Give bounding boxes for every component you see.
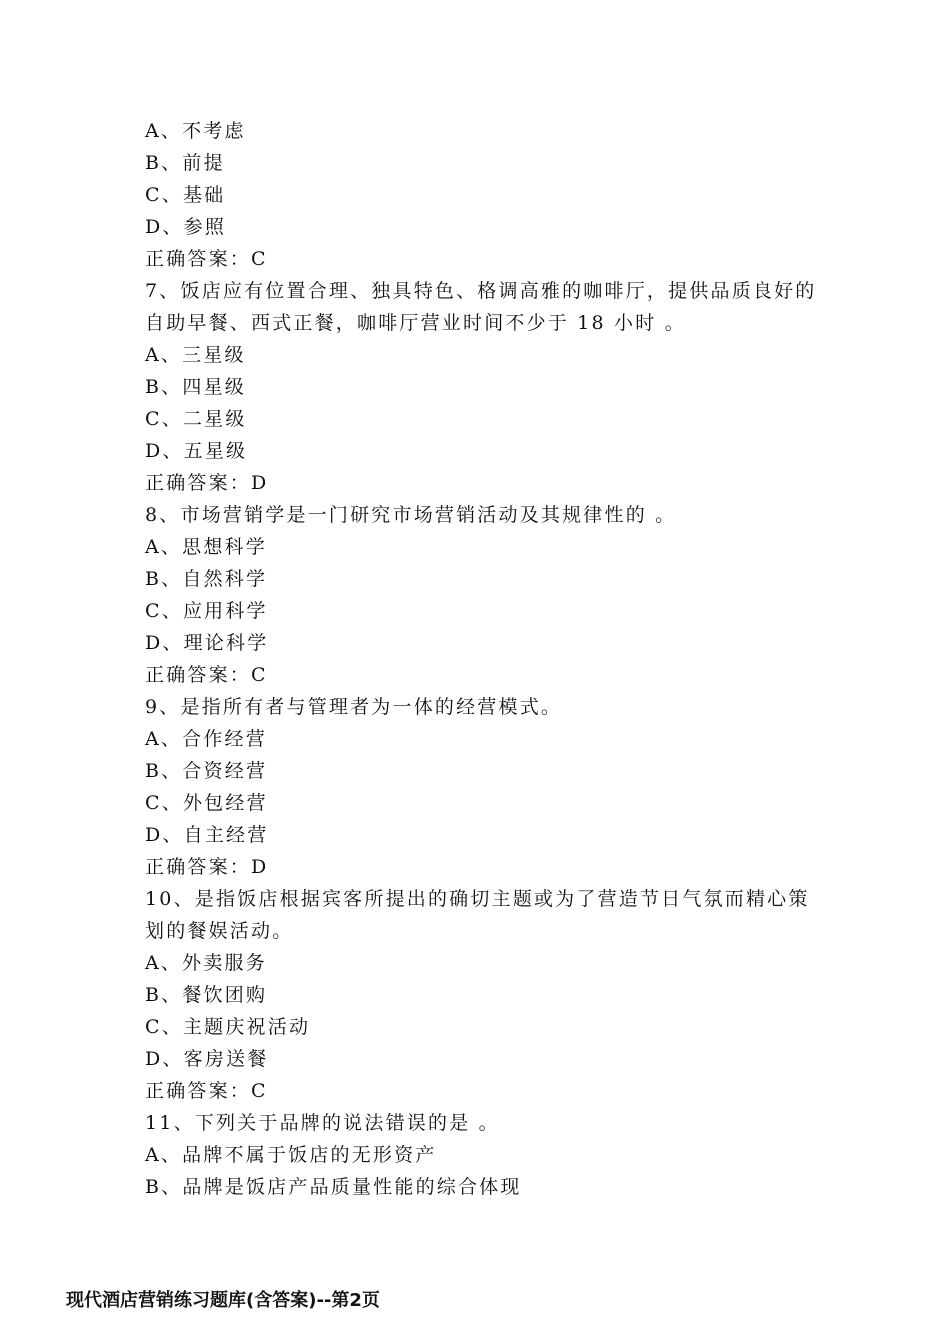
option-d: D、五星级 bbox=[145, 440, 248, 462]
option-b: B、自然科学 bbox=[145, 568, 268, 590]
document-body bbox=[145, 115, 825, 1203]
option-a: A、不考虑 bbox=[145, 120, 246, 142]
option-a: A、思想科学 bbox=[145, 536, 267, 558]
option-c: C、外包经营 bbox=[145, 792, 268, 814]
question-10-cont: 划的餐娱活动。 bbox=[145, 920, 294, 942]
question-10: 10、是指饭店根据宾客所提出的确切主题或为了营造节日气氛而精心策 bbox=[145, 888, 810, 910]
option-c: C、基础 bbox=[145, 184, 226, 206]
option-c: C、二星级 bbox=[145, 408, 247, 430]
question-9: 9、是指所有者与管理者为一体的经营模式。 bbox=[145, 696, 563, 718]
page-footer: 现代酒店营销练习题库(含答案)--第2页 bbox=[66, 1290, 380, 1311]
option-b: B、合资经营 bbox=[145, 760, 268, 782]
option-b: B、餐饮团购 bbox=[145, 984, 268, 1006]
answer: 正确答案：D bbox=[145, 856, 269, 878]
answer: 正确答案：D bbox=[145, 472, 269, 494]
question-7-cont: 自助早餐、西式正餐，咖啡厅营业时间不少于 18 小时 。 bbox=[145, 312, 686, 334]
option-a: A、三星级 bbox=[145, 344, 246, 366]
question-11: 11、下列关于品牌的说法错误的是 。 bbox=[145, 1112, 500, 1134]
option-d: D、客房送餐 bbox=[145, 1048, 269, 1070]
option-b: B、四星级 bbox=[145, 376, 246, 398]
option-d: D、理论科学 bbox=[145, 632, 269, 654]
option-d: D、参照 bbox=[145, 216, 227, 238]
question-7: 7、饭店应有位置合理、独具特色、格调高雅的咖啡厅，提供品质良好的 bbox=[145, 280, 817, 302]
option-a: A、外卖服务 bbox=[145, 952, 267, 974]
answer: 正确答案：C bbox=[145, 248, 268, 270]
answer: 正确答案：C bbox=[145, 1080, 268, 1102]
option-a: A、合作经营 bbox=[145, 728, 267, 750]
answer: 正确答案：C bbox=[145, 664, 268, 686]
option-c: C、应用科学 bbox=[145, 600, 268, 622]
option-a: A、品牌不属于饭店的无形资产 bbox=[145, 1144, 437, 1166]
option-c: C、主题庆祝活动 bbox=[145, 1016, 311, 1038]
option-b: B、品牌是饭店产品质量性能的综合体现 bbox=[145, 1176, 522, 1198]
option-b: B、前提 bbox=[145, 152, 225, 174]
question-8: 8、市场营销学是一门研究市场营销活动及其规律性的 。 bbox=[145, 504, 677, 526]
option-d: D、自主经营 bbox=[145, 824, 269, 846]
